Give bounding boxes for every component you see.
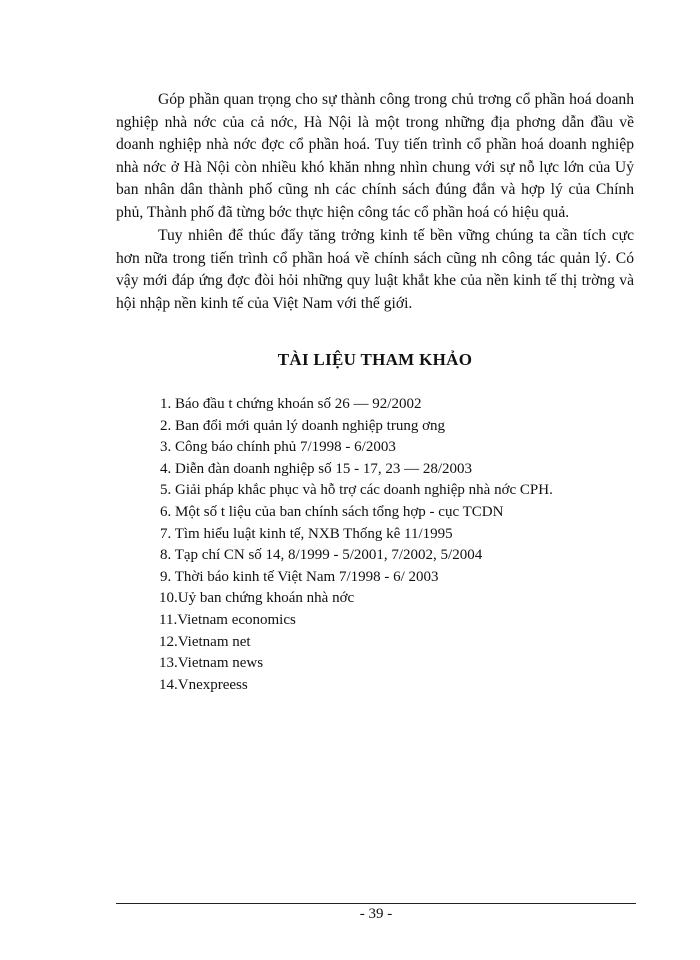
references-title: TÀI LIỆU THAM KHẢO — [277, 350, 473, 369]
reference-item: 13.Vietnam news — [159, 655, 264, 672]
reference-item: 1. Báo đầu t chứng khoán số 26 — 92/2002 — [160, 396, 422, 412]
page-number: - 39 - — [359, 906, 393, 922]
paragraph-2: Tuy nhiên để thúc đẩy tăng trởng kinh tế bền vững chúng ta cần tích cực hơn nữa trong tiến trình cổ phần hoá về chính sách cũng nh công tác quản lý. Có vậy mới đáp ứng đợc đòi hỏi những quy luật khắt khe của nền kinh tế thị trờng và hội nhập nền kinh tế của Việt Nam với thế giới. — [116, 227, 634, 312]
reference-item: 6. Một số t liệu của ban chính sách tổng hợp - cục TCDN — [160, 503, 504, 520]
references-list — [160, 394, 553, 696]
reference-item: 12.Vietnam net — [159, 633, 251, 650]
reference-item: 11.Vietnam economics — [159, 611, 296, 628]
reference-item: 14.Vnexpreess — [159, 676, 248, 693]
reference-item: 2. Ban đổi mới quản lý doanh nghiệp trung ơng — [160, 417, 445, 434]
reference-item: 8. Tạp chí CN số 14, 8/1999 - 5/2001, 7/2002, 5/2004 — [160, 547, 483, 564]
reference-item: 10.Uỷ ban chứng khoán nhà nớc — [159, 590, 355, 607]
reference-item: 4. Diễn đàn doanh nghiệp số 15 - 17, 23 — 28/2003 — [160, 460, 473, 477]
reference-item: 7. Tìm hiểu luật kinh tế, NXB Thống kê 11/1995 — [160, 525, 453, 542]
reference-item: 3. Công báo chính phủ 7/1998 - 6/2003 — [160, 439, 396, 456]
reference-item: 5. Giải pháp khắc phục và hỗ trợ các doanh nghiệp nhà nớc CPH. — [160, 482, 553, 499]
footer-divider — [116, 903, 636, 904]
paragraph-1: Góp phần quan trọng cho sự thành công trong chủ trơng cổ phần hoá doanh nghiệp nhà nớc của cả nớc, Hà Nội là một trong những địa phơng dẫn đầu về doanh nghiệp nhà nớc đợc cổ phần hoá. Tuy tiến trình cổ phần hoá doanh nghiệp nhà nớc ở Hà Nội còn nhiều khó khăn nhng nhìn chung với sự nỗ lực lớn của Uỷ ban nhân dân thành phố cũng nh các chính sách đúng đắn và hợp lý của Chính phủ, Thành phố đã từng bớc thực hiện công tác cổ phần hoá có hiệu quả. — [116, 91, 634, 221]
reference-item: 9. Thời báo kinh tế Việt Nam 7/1998 - 6/ 2003 — [160, 568, 439, 585]
body-text — [116, 89, 634, 316]
